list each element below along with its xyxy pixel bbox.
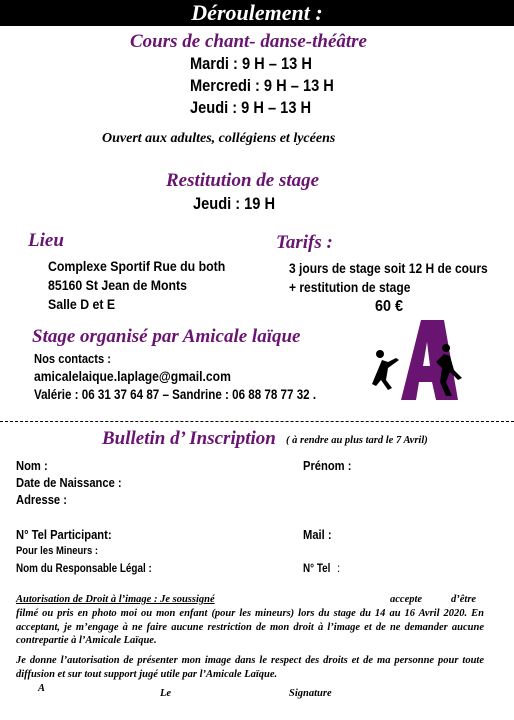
field-prenom-label: Prénom :	[303, 458, 352, 473]
organizer-title: Stage organisé par Amicale laïque	[32, 326, 301, 347]
form-deadline-note: ( à rendre au plus tard le 7 Avril)	[286, 435, 428, 446]
schedule-line-mercredi: Mercredi : 9 H – 13 H	[190, 76, 334, 95]
lieu-line-1: Complexe Sportif Rue du both	[48, 258, 226, 274]
field-responsable-label: Nom du Responsable Légal :	[16, 563, 152, 575]
form-title: Bulletin d’ Inscription	[102, 428, 276, 449]
tarifs-line-2: + restitution de stage	[289, 279, 411, 295]
tarifs-title: Tarifs :	[276, 232, 333, 253]
authorization-title: Autorisation de Droit à l’image : Je soussigné	[16, 594, 215, 605]
signature-label: Signature	[289, 688, 332, 699]
contact-email: amicalelaique.laplage@gmail.com	[34, 369, 231, 384]
lieu-line-2: 85160 St Jean de Monts	[48, 277, 187, 293]
restitution-title: Restitution de stage	[166, 170, 320, 191]
field-tel2-label: N° Tel	[303, 563, 331, 575]
amicale-dance-logo-icon	[366, 318, 466, 402]
schedule-title: Cours de chant- danse-théâtre	[130, 31, 367, 52]
lieu-title: Lieu	[28, 230, 64, 251]
tarifs-line-1: 3 jours de stage soit 12 H de cours	[289, 260, 488, 276]
authorization-paragraph-2: Je donne l’autorisation de présenter mon image dans le respect des droits et de ma personne pour toute diffusion et sur tout support jugé utile par l’Amicale Laïque.	[16, 655, 484, 680]
signature-date-label: Le	[160, 688, 172, 699]
authorization-detre: d’être	[451, 594, 477, 605]
field-tel-label: N° Tel Participant:	[16, 527, 112, 542]
tarifs-price: 60 €	[375, 298, 404, 315]
authorization-paragraph-1: filmé ou pris en photo moi ou mon enfant (pour les mineurs) lors du stage du 14 au 16 Avril 2020. En acceptant, je m’engage à ne faire aucune restriction de mon droit à l’image et de ne demander aucune contrepartie à l’Amicale Laïque.	[16, 608, 484, 646]
restitution-time: Jeudi : 19 H	[193, 194, 276, 213]
page-title: Déroulement :	[191, 0, 323, 25]
field-naissance-label: Date de Naissance :	[16, 475, 122, 490]
field-mineurs-label: Pour les Mineurs :	[16, 545, 99, 557]
lieu-line-3: Salle D et E	[48, 296, 116, 312]
field-nom-label: Nom :	[16, 458, 48, 473]
contact-phones: Valérie : 06 31 37 64 87 – Sandrine : 06 88 78 77 32 .	[34, 387, 317, 402]
field-mail-label: Mail :	[303, 527, 332, 542]
contacts-label: Nos contacts :	[34, 351, 112, 366]
authorization-accepte: accepte	[390, 594, 423, 605]
signature-place-label: A	[38, 683, 46, 694]
schedule-line-mardi: Mardi : 9 H – 13 H	[190, 54, 312, 73]
audience-text: Ouvert aux adultes, collégiens et lycéens	[102, 131, 336, 146]
separator-line	[0, 421, 514, 422]
field-tel2-colon: :	[337, 563, 341, 575]
schedule-line-jeudi: Jeudi : 9 H – 13 H	[190, 98, 312, 117]
field-adresse-label: Adresse :	[16, 492, 67, 507]
